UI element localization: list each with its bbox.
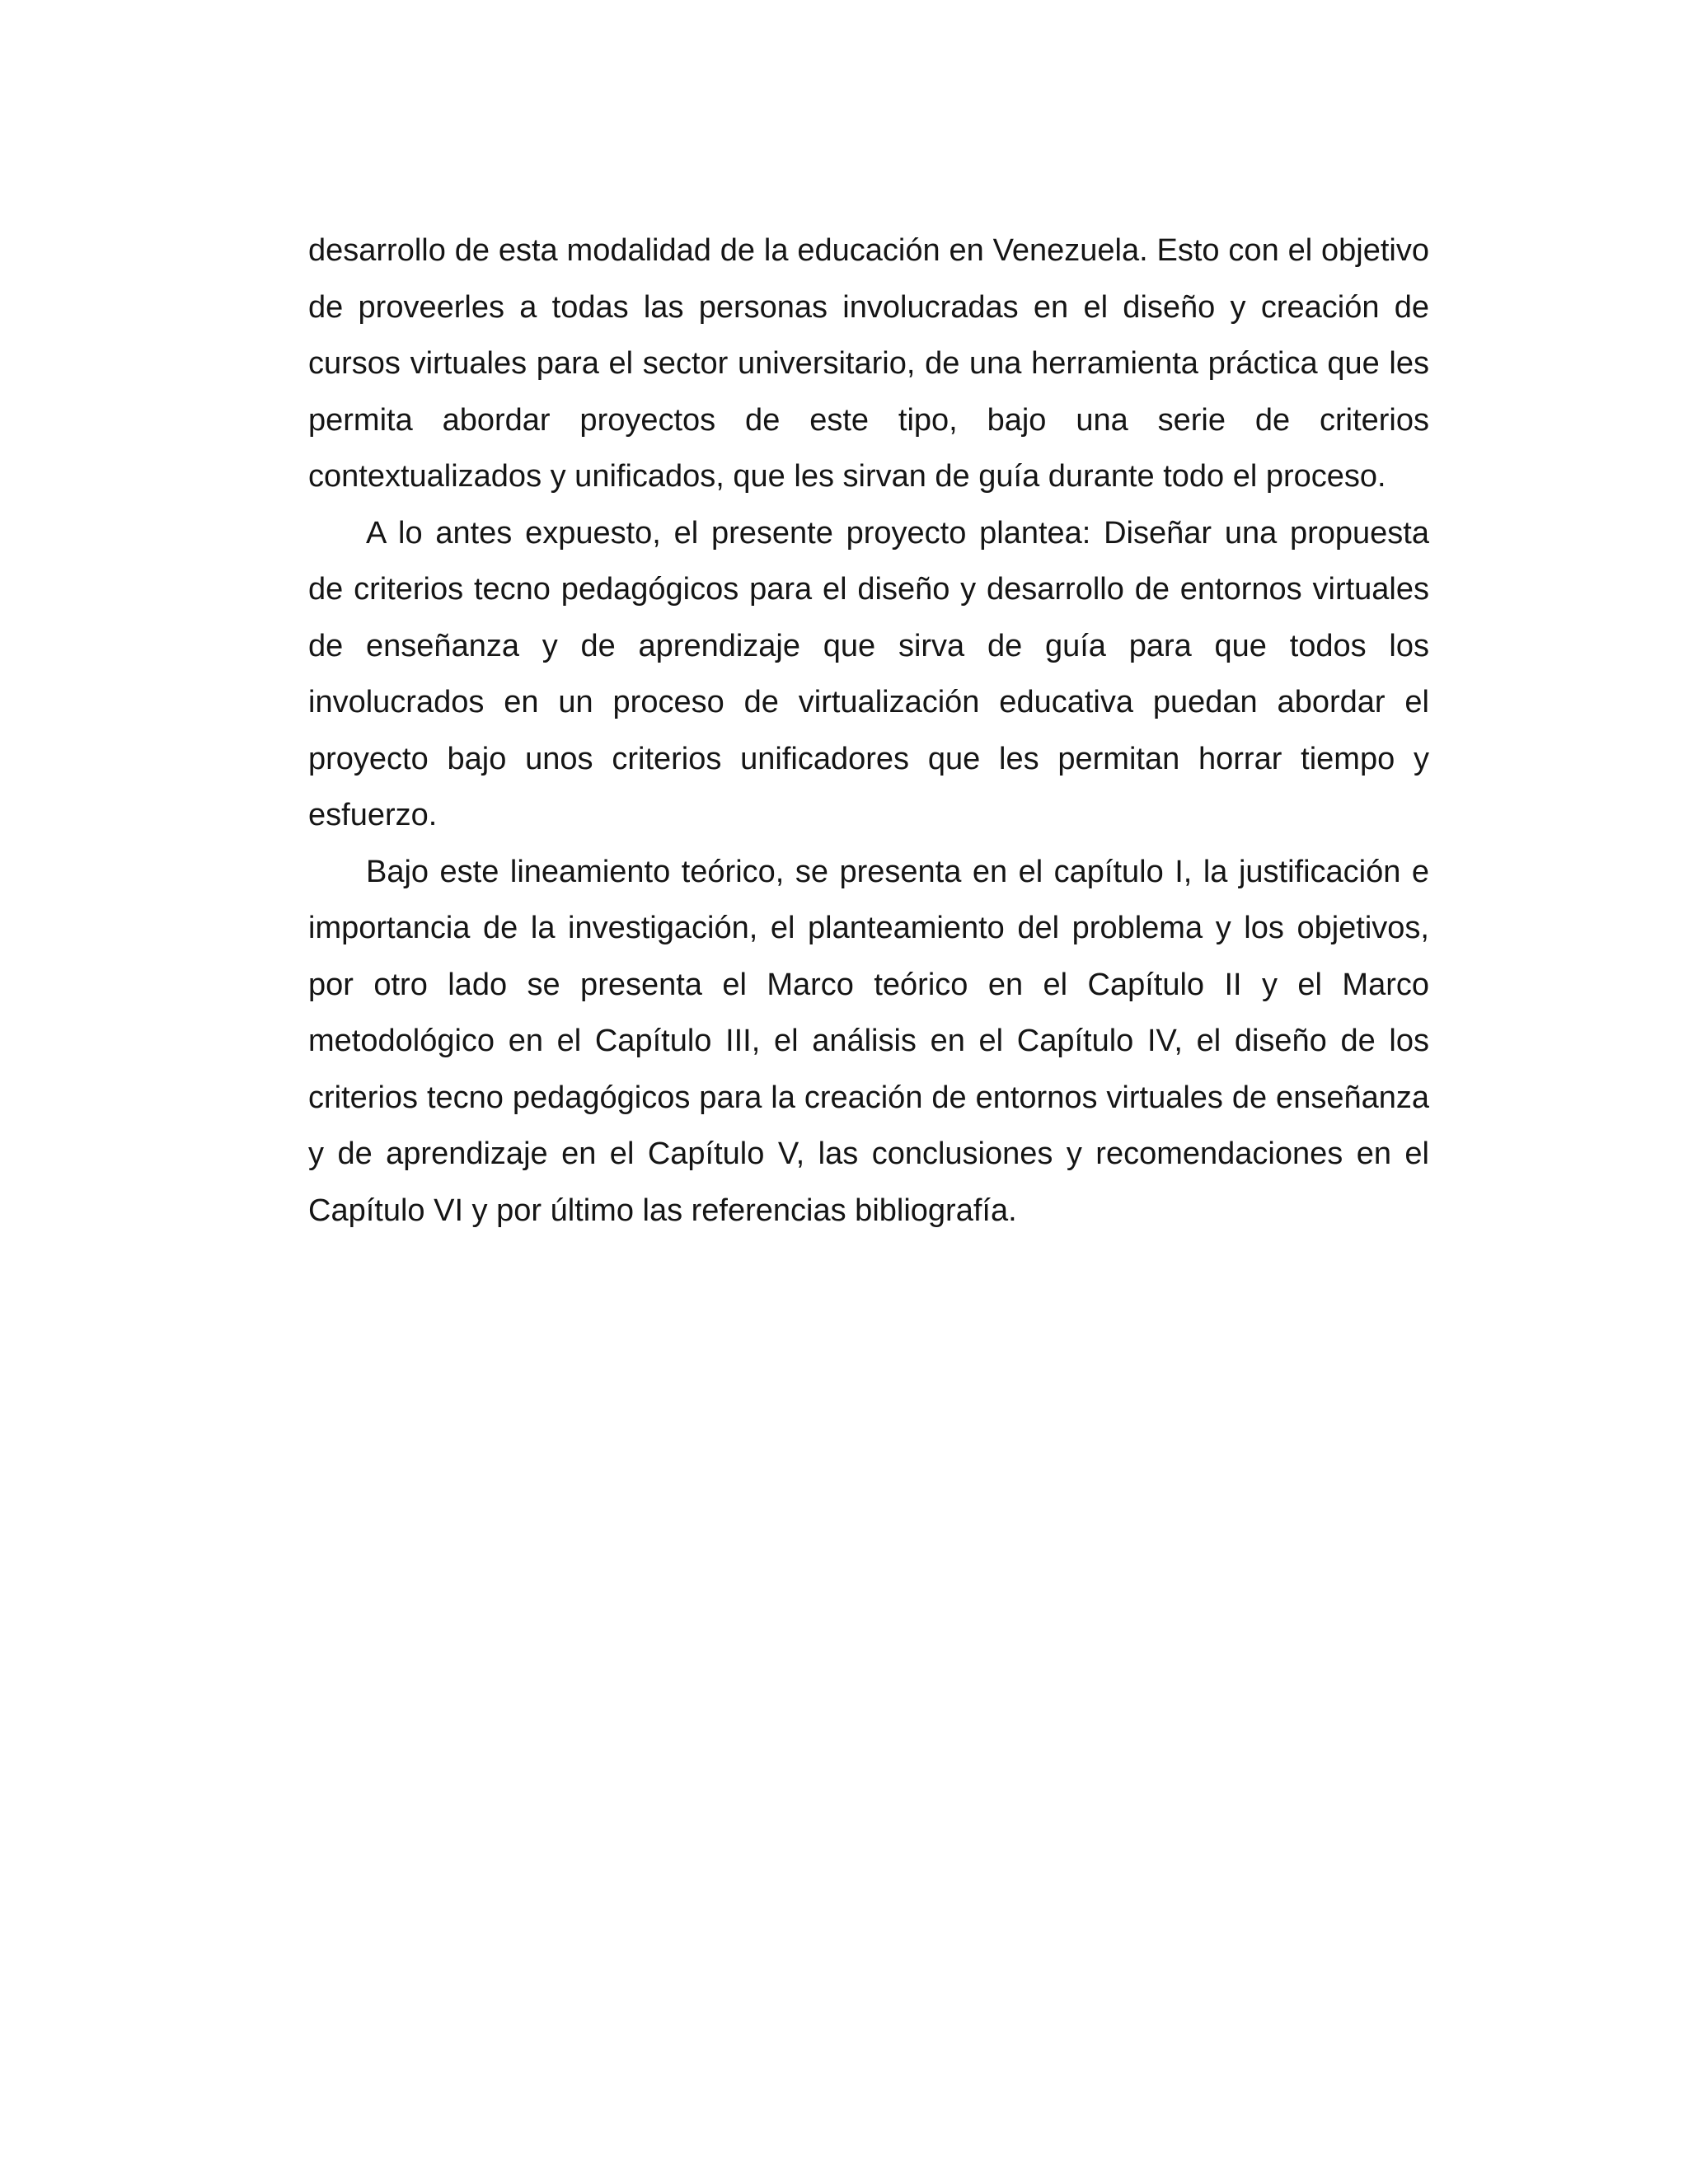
body-text bbox=[308, 223, 1429, 1239]
paragraph-structure: Bajo este lineamiento teórico, se presenta en el capítulo I, la justificación e importancia de la investigación, el planteamiento del problema y los objetivos, por otro lado se presenta el Marco teórico en el Capítulo II y el Marco metodológico en el Capítulo III, el análisis en el Capítulo IV, el diseño de los criterios tecno pedagógicos para la creación de entornos virtuales de enseñanza y de aprendizaje en el Capítulo V, las conclusiones y recomendaciones en el Capítulo VI y por último las referencias bibliografía. bbox=[308, 854, 1429, 1228]
paragraph-continuation: desarrollo de esta modalidad de la educación en Venezuela. Esto con el objetivo de proveerles a todas las personas involucradas en el diseño y creación de cursos virtuales para el sector universitario, de una herramienta práctica que les permita abordar proyectos de este tipo, bajo una serie de criterios contextualizados y unificados, que les sirvan de guía durante todo el proceso. bbox=[308, 233, 1429, 494]
paragraph-proposal: A lo antes expuesto, el presente proyecto plantea: Diseñar una propuesta de criterios tecno pedagógicos para el diseño y desarrollo de entornos virtuales de enseñanza y de aprendizaje que sirva de guía para que todos los involucrados en un proceso de virtualización educativa puedan abordar el proyecto bajo unos criterios unificadores que les permitan horrar tiempo y esfuerzo. bbox=[308, 515, 1429, 832]
